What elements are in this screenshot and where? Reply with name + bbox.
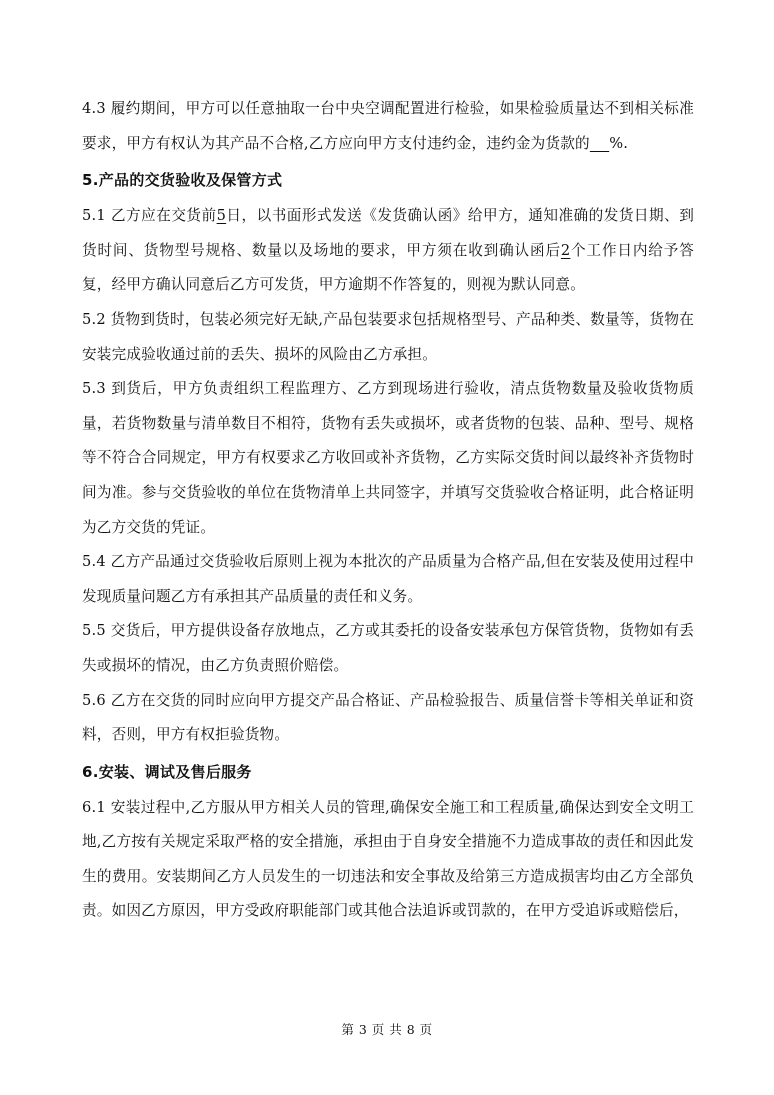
clause-text: 5.2 货物到货时，包装必须完好无缺,产品包装要求包括规格型号、产品种类、数量等，货物在安装完成验收通过前的丢失、损坏的风险由乙方承担。	[82, 310, 694, 363]
clause-text: 5.4 乙方产品通过交货验收后原则上视为本批次的产品质量为合格产品,但在安装及使用过程中发现质量问题乙方有承担其产品质量的责任和义务。	[82, 553, 694, 605]
clause-text: 日，以书面形式发送《发货确认函》给甲方，通知准确的发货日期、到货时间、货物型号规格、数量以及场地的要求，甲方须在收到确认函后	[82, 207, 694, 259]
clause-5-2	[82, 303, 694, 372]
section-6-heading: 6.安装、调试及售后服务	[82, 762, 252, 781]
page-footer	[0, 1021, 774, 1039]
section-5-heading: 5.产品的交货验收及保管方式	[82, 171, 283, 190]
clause-text: 6.1 安装过程中,乙方服从甲方相关人员的管理,确保安全施工和工程质量,确保达到安全文明工地,乙方按有关规定采取严格的安全措施，承担由于自身安全措施不力造成事故的责任和因此发生的费用。安装期间乙方人员发生的一切违法和安全事故及给第三方造成损害均由乙方全部负责。如因乙方原因，甲方受政府职能部门或其他合法追诉或罚款的，在甲方受追诉或赔偿后，	[82, 798, 694, 920]
clause-text: 5.6 乙方在交货的同时应向甲方提交产品合格证、产品检验报告、质量信誉卡等相关单证和资料，否则，甲方有权拒验货物。	[82, 691, 694, 744]
clause-text: 个工作日内给予答复，经甲方确认同意后乙方可发货，甲方逾期不作答复的，则视为默认同意。	[82, 241, 694, 294]
underlined-blank	[590, 135, 609, 152]
clause-text: 5.5 交货后，甲方提供设备存放地点，乙方或其委托的设备安装承包方保管货物，货物如有丢失或损坏的情况，由乙方负责照价赔偿。	[82, 622, 694, 674]
clause-text: 5.3 到货后，甲方负责组织工程监理方、乙方到现场进行验收，清点货物数量及验收货物质量，若货物数量与清单数目不相符，货物有丢失或损坏，或者货物的包装、品种、型号、规格等不符合合同规定，甲方有权要求乙方收回或补齐货物，乙方实际交货时间以最终补齐货物时间为准。参与交货验收的单位在货物清单上共同签字，并填写交货验收合格证明，此合格证明为乙方交货的凭证。	[82, 380, 694, 536]
clause-text: 4.3 履约期间，甲方可以任意抽取一台中央空调配置进行检验，如果检验质量达不到相关标准要求，甲方有权认为其产品不合格,乙方应向甲方支付违约金，违约金为货款的	[82, 100, 694, 152]
clause-5-6	[82, 684, 694, 753]
clause-5-5	[82, 614, 694, 683]
clause-text: %.	[609, 134, 629, 152]
page-number-label: 第 3 页 共 8 页	[341, 1022, 433, 1037]
document-body	[82, 92, 694, 929]
clause-5-3	[82, 372, 694, 545]
underlined-blank: 5	[216, 207, 227, 225]
clause-4-3	[82, 92, 694, 161]
clause-6-1	[82, 791, 694, 929]
clause-text: 5.1 乙方应在交货前	[82, 207, 217, 225]
clause-5-1	[82, 199, 694, 303]
underlined-blank: 2	[560, 241, 571, 259]
clause-5-4	[82, 545, 694, 614]
